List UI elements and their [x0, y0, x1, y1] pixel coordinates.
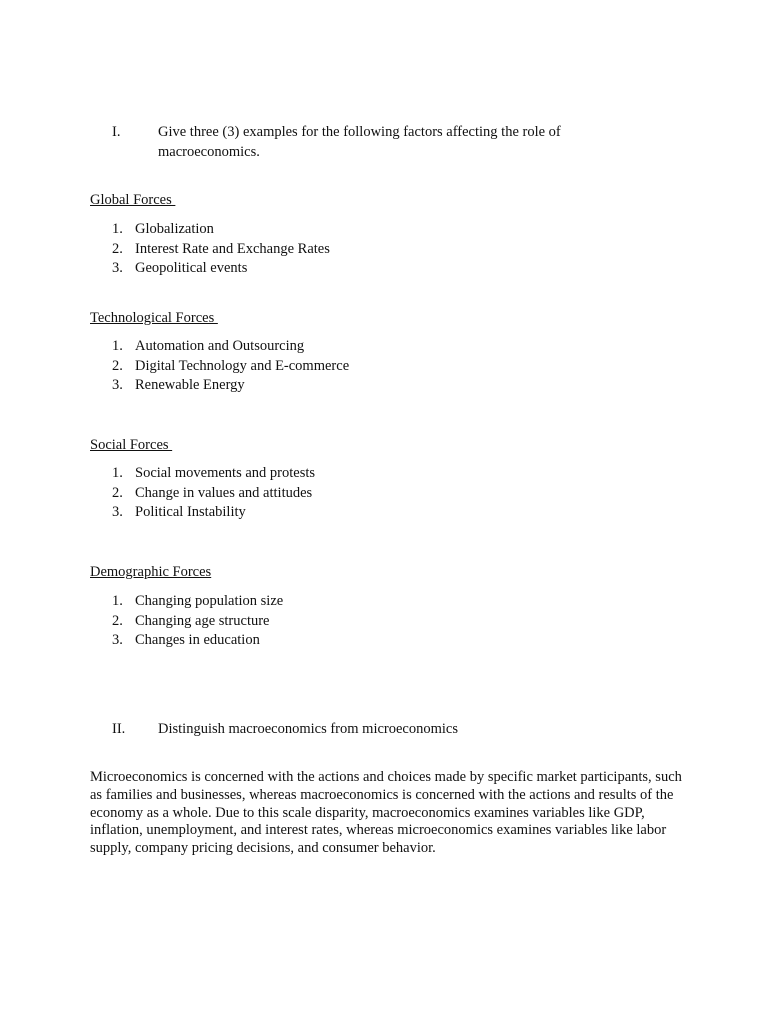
list-item-number: 1. — [112, 221, 123, 237]
list-item-text: Interest Rate and Exchange Rates — [135, 240, 330, 257]
list-item-number: 3. — [112, 632, 123, 648]
list-item-text: Geopolitical events — [135, 260, 248, 276]
list-item-text: Political Instability — [135, 504, 246, 520]
list-item-text: Changing age structure — [135, 612, 270, 629]
list-item-number: 3. — [112, 504, 123, 520]
list-item-number: 3. — [112, 260, 123, 276]
answer-paragraph: Microeconomics is concerned with the actions and choices made by specific market participants, such as families and businesses, whereas macroeconomics is concerned with the actions and results of the economy as a whole. Due to this scale disparity, macroeconomics examines variables like GDP, inflation, unemployment, and interest rates, whereas microeconomics examines variables like labor supply, company pricing decisions, and consumer behavior. — [90, 769, 682, 857]
list-item-text: Changes in education — [135, 632, 260, 648]
list-item-text: Automation and Outsourcing — [135, 338, 305, 354]
list-item-text: Renewable Energy — [135, 377, 245, 393]
list-item-number: 2. — [112, 240, 123, 257]
section-heading-demographic-forces: Demographic Forces — [90, 564, 212, 580]
list-item-number: 1. — [112, 593, 123, 609]
list-item-number: 2. — [112, 612, 123, 629]
list-item-text: Digital Technology and E-commerce — [135, 357, 350, 374]
question-2-text: Distinguish macroeconomics from microeconomics — [158, 721, 458, 737]
list-item-text: Change in values and attitudes — [135, 484, 313, 501]
section-heading-global-forces: Global Forces — [90, 192, 176, 208]
question-1-number: I. — [112, 124, 121, 140]
list-item-text: Changing population size — [135, 593, 284, 609]
question-2-number: II. — [112, 721, 126, 737]
list-item-text: Social movements and protests — [135, 465, 316, 481]
list-item-number: 2. — [112, 357, 123, 374]
section-heading-social-forces: Social Forces — [90, 437, 173, 453]
list-item-number: 1. — [112, 338, 123, 354]
list-item-number: 3. — [112, 377, 123, 393]
section-heading-technological-forces: Technological Forces — [90, 310, 218, 326]
question-1-text: Give three (3) examples for the following factors affecting the role of macroeconomics. — [158, 124, 561, 160]
list-item-number: 2. — [112, 484, 123, 501]
list-item-number: 1. — [112, 465, 123, 481]
list-item-text: Globalization — [135, 221, 214, 237]
